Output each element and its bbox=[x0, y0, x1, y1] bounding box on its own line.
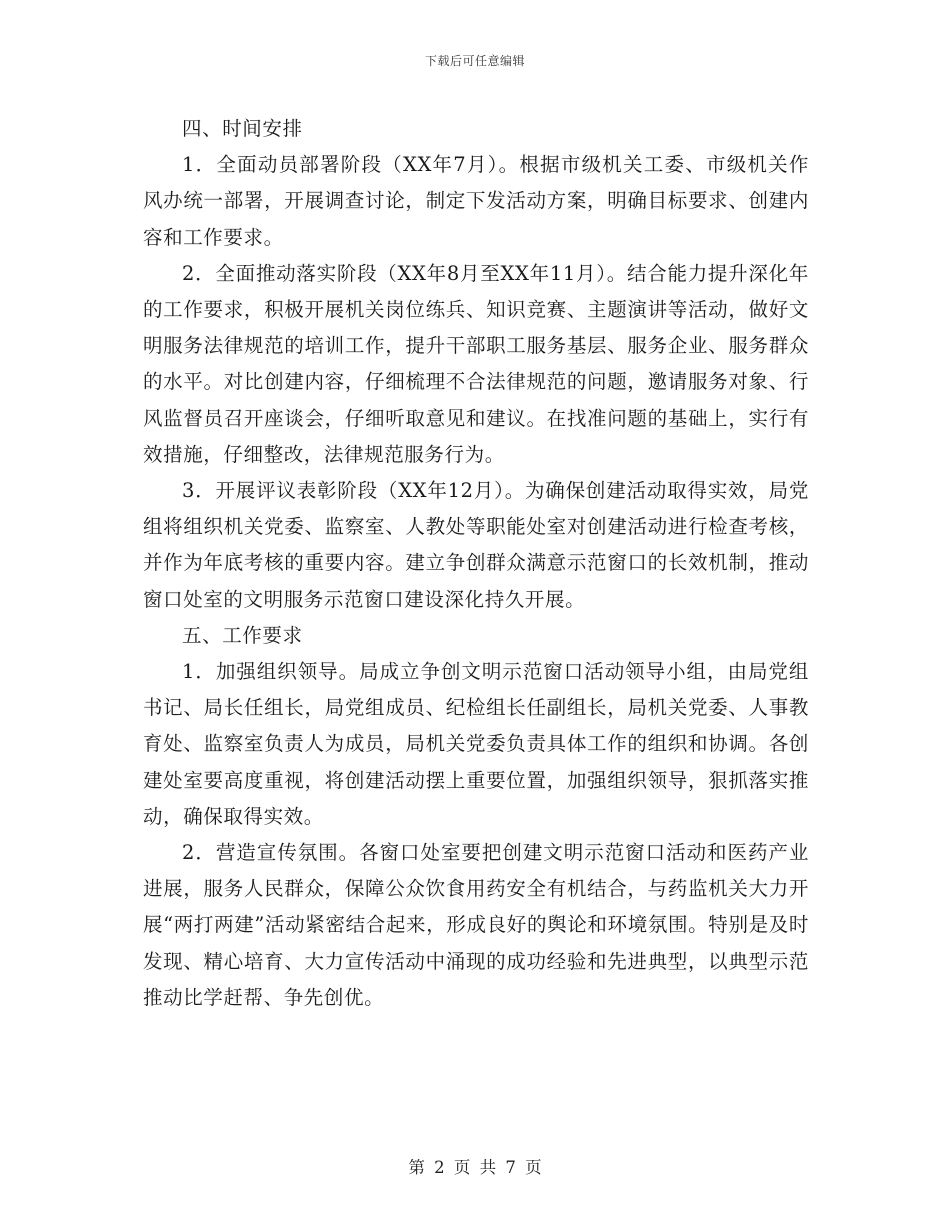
section-heading-requirements: 五、工作要求 bbox=[182, 623, 303, 647]
page-header-note: 下载后可任意编辑 bbox=[424, 54, 525, 68]
paragraph-requirement-2: 2．营造宣传氛围。各窗口处室要把创建文明示范窗口活动和医药产业进展，服务人民群众，保障公众饮食用药安全有机结合，与药监机关大力开展“两打两建”活动紧密结合起来，形成良好的舆论和环境氛围。特别是及时发现、精心培育、大力宣传活动中涌现的成功经验和先进典型，以典型示范推动比学赶帮、争先创优。 bbox=[143, 841, 809, 1009]
paragraph-phase-2: 2．全面推动落实阶段（XX年8月至XX年11月）。结合能力提升深化年的工作要求，积极开展机关岗位练兵、知识竞赛、主题演讲等活动，做好文明服务法律规范的培训工作，提升干部职工服务基层、服务企业、服务群众的水平。对比创建内容，仔细梳理不合法律规范的问题，邀请服务对象、行风监督员召开座谈会，仔细听取意见和建议。在找准问题的基础上，实行有效措施，仔细整改，法律规范服务行为。 bbox=[143, 261, 809, 466]
document-body bbox=[143, 111, 809, 1016]
section-heading-schedule: 四、时间安排 bbox=[182, 117, 303, 140]
paragraph-phase-3: 3．开展评议表彰阶段（XX年12月）。为确保创建活动取得实效，局党组将组织机关党委、监察室、人教处等职能处室对创建活动进行检查考核，并作为年底考核的重要内容。建立争创群众满意示范窗口的长效机制，推动窗口处室的文明服务示范窗口建设深化持久开展。 bbox=[143, 479, 809, 611]
paragraph-phase-1: 1．全面动员部署阶段（XX年7月）。根据市级机关工委、市级机关作风办统一部署，开展调查讨论，制定下发活动方案，明确目标要求、创建内容和工作要求。 bbox=[143, 153, 809, 249]
paragraph-requirement-1: 1．加强组织领导。局成立争创文明示范窗口活动领导小组，由局党组书记、局长任组长，局党组成员、纪检组长任副组长，局机关党委、人事教育处、监察室负责人为成员，局机关党委负责具体工作的组织和协调。各创建处室要高度重视，将创建活动摆上重要位置，加强组织领导，狠抓落实推动，确保取得实效。 bbox=[143, 660, 809, 828]
page-number: 第 2 页 共 7 页 bbox=[408, 1158, 542, 1177]
